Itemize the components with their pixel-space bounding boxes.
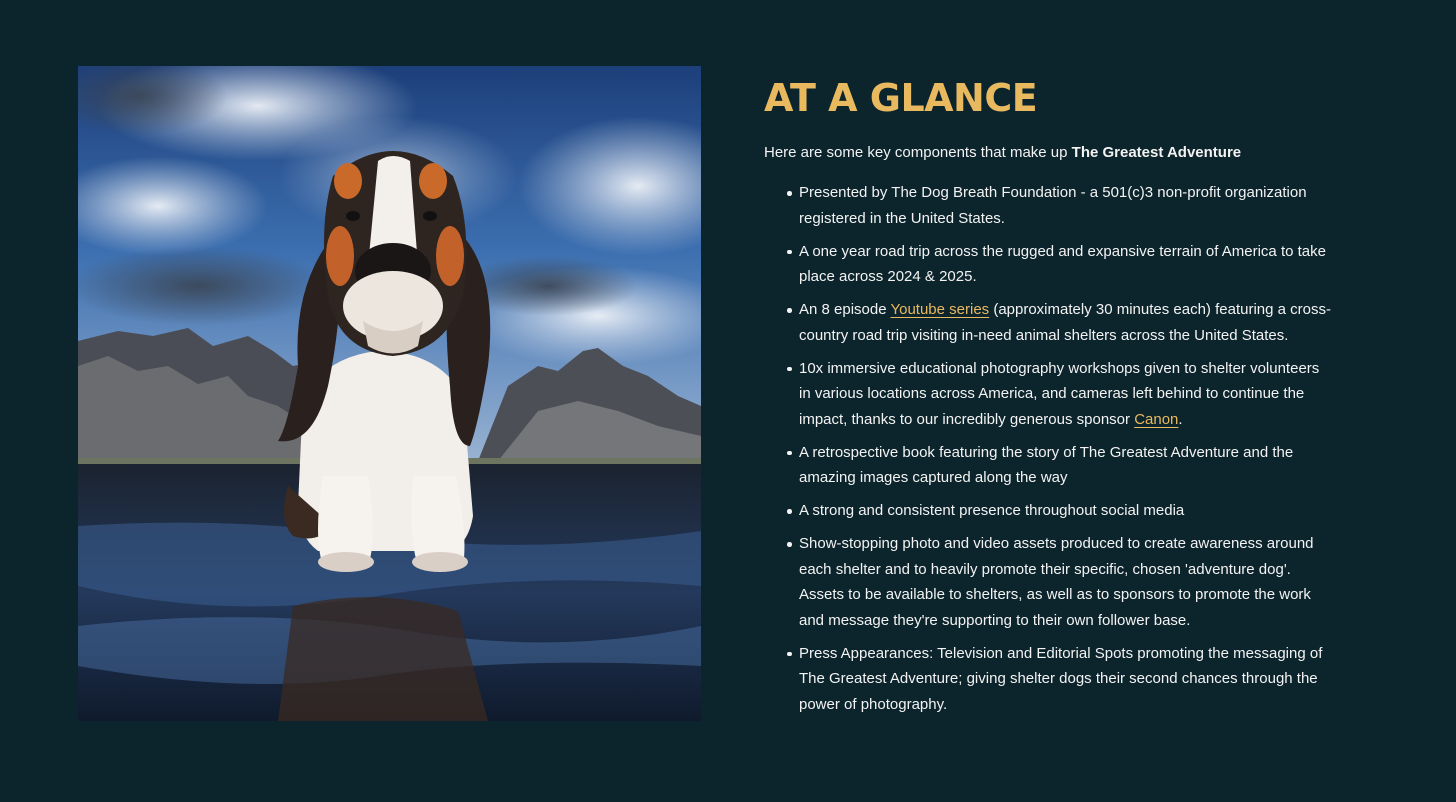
list-item-text: Presented by The Dog Breath Foundation - a 501(c)3 non-profit organization registered in the United States. bbox=[799, 184, 1307, 227]
list-item-text-before: An 8 episode bbox=[799, 301, 891, 318]
list-item-text: Show-stopping photo and video assets produced to create awareness around each shelter and to heavily promote their specific, chosen 'adventure dog'. Assets to be available to shelters, as well as to sponsors to promote the work and message they're supporting to their own follower base. bbox=[799, 535, 1314, 629]
list-item bbox=[764, 440, 1334, 491]
list-item-text-before: 10x immersive educational photography workshops given to shelter volunteers in various locations across America, and cameras left behind to continue the impact, thanks to our incredibly generous sponsor bbox=[799, 359, 1320, 428]
youtube-series-link[interactable]: Youtube series bbox=[890, 301, 990, 318]
list-item-text: A retrospective book featuring the story of The Greatest Adventure and the amazing images captured along the way bbox=[799, 443, 1294, 486]
list-item bbox=[764, 531, 1334, 633]
list-item bbox=[764, 498, 1334, 524]
list-item bbox=[764, 239, 1334, 290]
hero-photo bbox=[78, 66, 701, 721]
section-title: AT A GLANCE bbox=[764, 76, 1038, 120]
list-item-text: A one year road trip across the rugged and expansive terrain of America to take place across 2024 & 2025. bbox=[799, 242, 1326, 285]
list-item bbox=[764, 641, 1334, 718]
intro-prefix: Here are some key components that make up bbox=[764, 144, 1072, 161]
basset-hound-image bbox=[78, 66, 701, 721]
at-a-glance-section bbox=[764, 74, 1334, 725]
list-item-text-after: (approximately 30 minutes each) featuring a cross-country road trip visiting in-need animal shelters across the United States. bbox=[799, 301, 1331, 344]
list-item-text: Press Appearances: Television and Editorial Spots promoting the messaging of The Greatest Adventure; giving shelter dogs their second chances through the power of photography. bbox=[799, 644, 1323, 713]
list-item bbox=[764, 180, 1334, 231]
list-item-text-after: . bbox=[1178, 410, 1183, 428]
list-item bbox=[764, 297, 1334, 348]
intro-text bbox=[764, 142, 1334, 164]
components-list bbox=[764, 180, 1334, 717]
list-item bbox=[764, 356, 1334, 433]
canon-link[interactable]: Canon bbox=[1134, 410, 1179, 428]
intro-bold-title: The Greatest Adventure bbox=[1071, 144, 1242, 161]
list-item-text: A strong and consistent presence throughout social media bbox=[799, 502, 1185, 519]
